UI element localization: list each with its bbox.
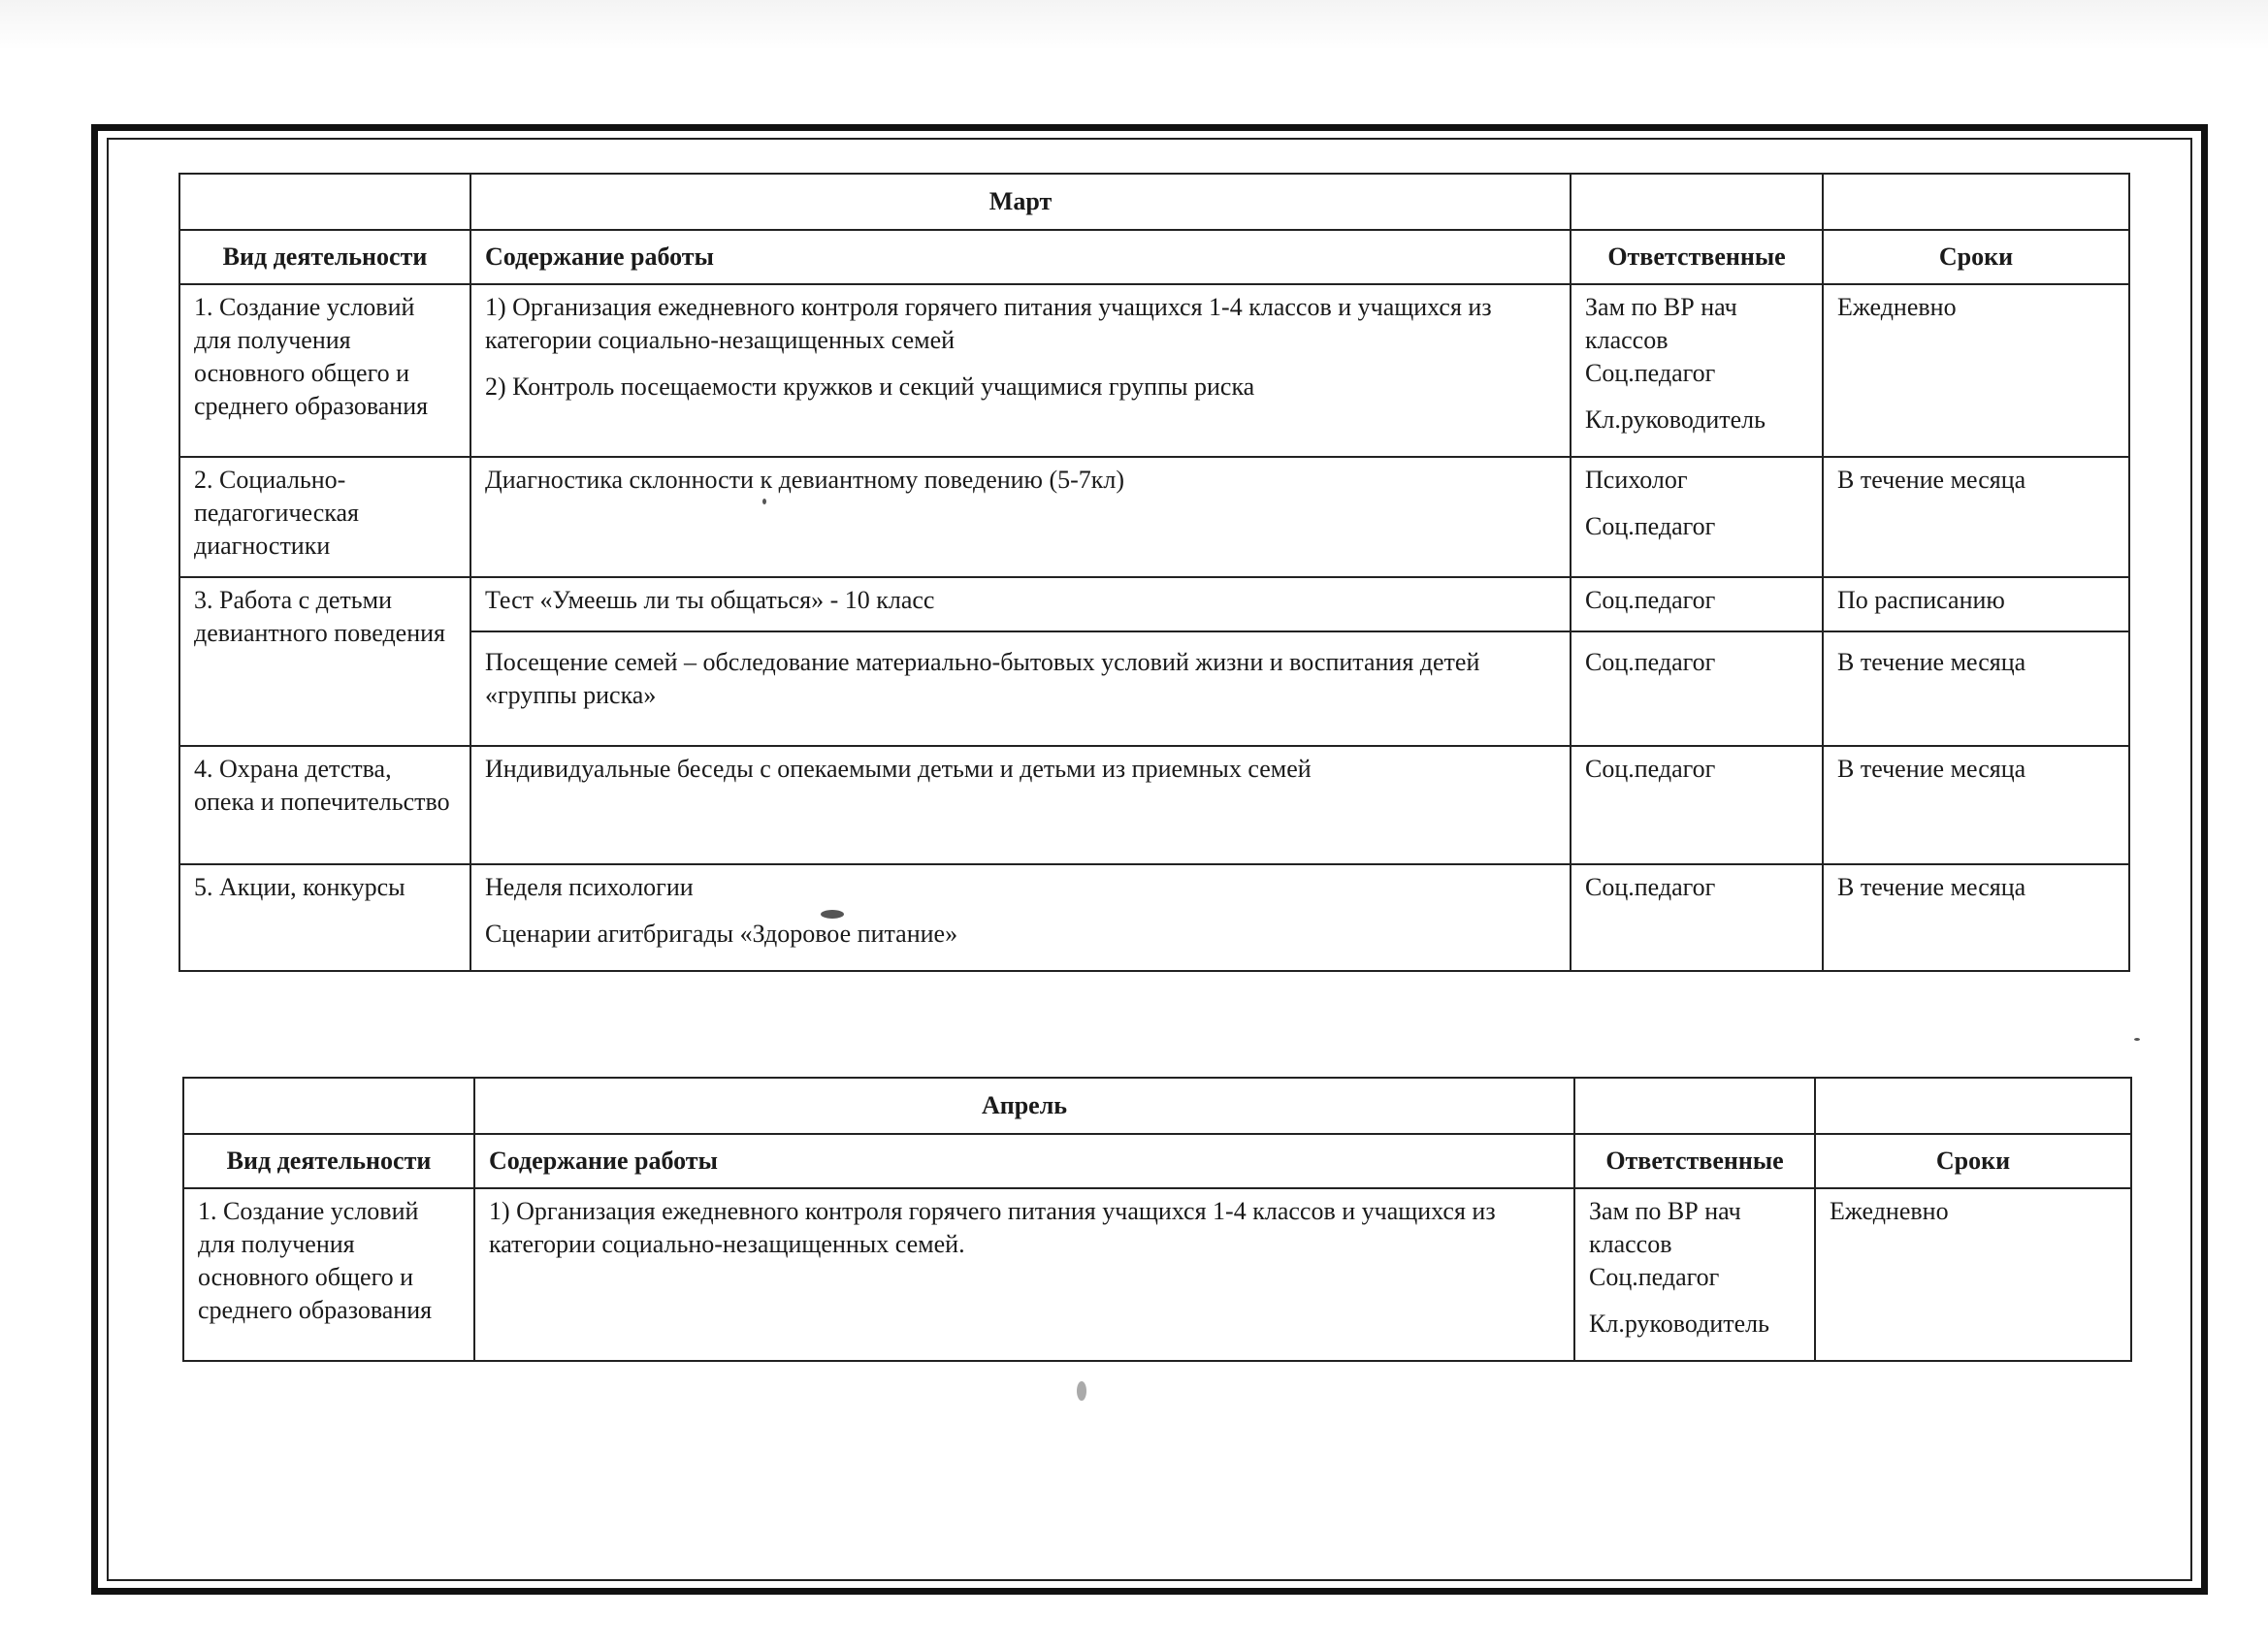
april-plan-table bbox=[182, 1077, 2132, 1362]
march-plan-table bbox=[178, 173, 2130, 972]
content-cell: Посещение семей – обследование материально-бытовых условий жизни и воспитания детей «группы риска» bbox=[470, 631, 1571, 746]
responsible-item: Зам по ВР нач классов bbox=[1585, 293, 1737, 354]
month-blank-cell bbox=[179, 174, 470, 230]
header-deadline: Сроки bbox=[1815, 1134, 2131, 1188]
header-deadline: Сроки bbox=[1823, 230, 2129, 284]
content-item: 1) Организация ежедневного контроля горячего питания учащихся 1-4 классов и учащихся из категории социально-незащищенных семей bbox=[485, 293, 1492, 354]
responsible-item: Зам по ВР нач классов bbox=[1589, 1197, 1741, 1258]
content-cell bbox=[470, 284, 1571, 457]
activity-cell: 1. Создание условий для получения основного общего и среднего образования bbox=[183, 1188, 474, 1361]
responsible-item: Кл.руководитель bbox=[1585, 405, 1766, 434]
deadline-cell: В течение месяца bbox=[1823, 631, 2129, 746]
activity-cell: 5. Акции, конкурсы bbox=[179, 864, 470, 971]
content-item: Неделя психологии bbox=[485, 873, 694, 901]
header-activity: Вид деятельности bbox=[179, 230, 470, 284]
header-content: Содержание работы bbox=[470, 230, 1571, 284]
table-row bbox=[179, 284, 2129, 457]
scan-speck bbox=[1077, 1381, 1086, 1401]
table-row bbox=[179, 457, 2129, 577]
responsible-cell: Соц.педагог bbox=[1571, 864, 1823, 971]
month-blank-cell bbox=[1574, 1078, 1815, 1134]
responsible-item: Кл.руководитель bbox=[1589, 1310, 1770, 1338]
deadline-cell: В течение месяца bbox=[1823, 746, 2129, 864]
activity-cell: 1. Создание условий для получения основного общего и среднего образования bbox=[179, 284, 470, 457]
month-title: Март bbox=[470, 174, 1571, 230]
content-cell: 1) Организация ежедневного контроля горячего питания учащихся 1-4 классов и учащихся из категории социально-незащищенных семей. bbox=[474, 1188, 1574, 1361]
content-cell bbox=[470, 864, 1571, 971]
header-row bbox=[183, 1134, 2131, 1188]
header-activity: Вид деятельности bbox=[183, 1134, 474, 1188]
table-row bbox=[179, 631, 2129, 746]
deadline-cell: Ежедневно bbox=[1823, 284, 2129, 457]
responsible-item: Соц.педагог bbox=[1585, 512, 1716, 540]
table-row bbox=[179, 746, 2129, 864]
header-row bbox=[179, 230, 2129, 284]
activity-cell: 3. Работа с детьми девиантного поведения bbox=[179, 577, 470, 746]
content-cell: Индивидуальные беседы с опекаемыми детьми и детьми из приемных семей bbox=[470, 746, 1571, 864]
month-title: Апрель bbox=[474, 1078, 1574, 1134]
month-blank-cell bbox=[183, 1078, 474, 1134]
responsible-item: Психолог bbox=[1585, 466, 1688, 494]
content-cell: Диагностика склонности к девиантному поведению (5-7кл) bbox=[470, 457, 1571, 577]
responsible-cell bbox=[1574, 1188, 1815, 1361]
responsible-cell: Соц.педагог bbox=[1571, 746, 1823, 864]
header-content: Содержание работы bbox=[474, 1134, 1574, 1188]
month-row bbox=[179, 174, 2129, 230]
month-blank-cell bbox=[1823, 174, 2129, 230]
scan-speck bbox=[762, 499, 766, 504]
responsible-cell bbox=[1571, 284, 1823, 457]
responsible-item: Соц.педагог bbox=[1589, 1263, 1720, 1291]
activity-cell: 4. Охрана детства, опека и попечительство bbox=[179, 746, 470, 864]
header-responsible: Ответственные bbox=[1571, 230, 1823, 284]
month-row bbox=[183, 1078, 2131, 1134]
month-blank-cell bbox=[1815, 1078, 2131, 1134]
activity-cell: 2. Социально-педагогическая диагностики bbox=[179, 457, 470, 577]
deadline-cell: В течение месяца bbox=[1823, 457, 2129, 577]
table-row bbox=[179, 577, 2129, 631]
deadline-cell: По расписанию bbox=[1823, 577, 2129, 631]
responsible-cell bbox=[1571, 457, 1823, 577]
responsible-cell: Соц.педагог bbox=[1571, 577, 1823, 631]
deadline-cell: В течение месяца bbox=[1823, 864, 2129, 971]
scan-speck bbox=[2134, 1038, 2140, 1041]
responsible-cell: Соц.педагог bbox=[1571, 631, 1823, 746]
table-row bbox=[179, 864, 2129, 971]
content-item: 2) Контроль посещаемости кружков и секций учащимися группы риска bbox=[485, 372, 1255, 401]
deadline-cell: Ежедневно bbox=[1815, 1188, 2131, 1361]
month-blank-cell bbox=[1571, 174, 1823, 230]
scan-speck bbox=[821, 910, 844, 919]
content-item: Сценарии агитбригады «Здоровое питание» bbox=[485, 920, 958, 948]
content-cell: Тест «Умеешь ли ты общаться» - 10 класс bbox=[470, 577, 1571, 631]
scan-edge-shading bbox=[0, 0, 2268, 50]
responsible-item: Соц.педагог bbox=[1585, 359, 1716, 387]
header-responsible: Ответственные bbox=[1574, 1134, 1815, 1188]
table-row bbox=[183, 1188, 2131, 1361]
